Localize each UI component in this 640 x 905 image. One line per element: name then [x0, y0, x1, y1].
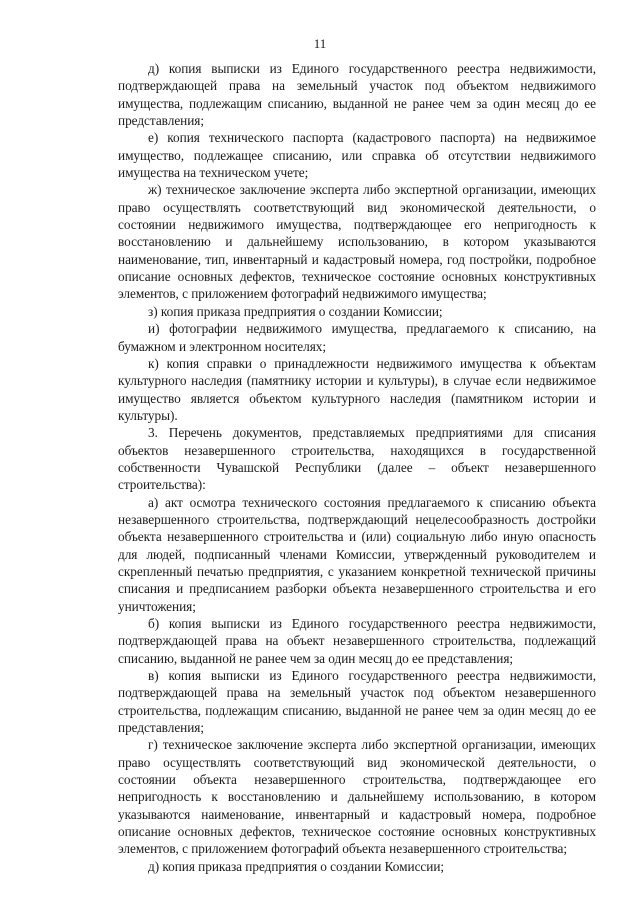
paragraph-item-zh-expert-conclusion: ж) техническое заключение эксперта либо экспертной организации, имеющих право осуществлять соответствующий вид экономической деятельности, о состоянии недвижимого имущества, подтверждающее его непригодность к восстановлению и дальнейшему использованию, в котором указываются наименование, тип, инвентарный и кадастровый номера, год постройки, подробное описание основных дефектов, техническое состояние основных конструктивных элементов, с приложением фотографий недвижимого имущества;: [118, 182, 596, 302]
page-number: 11: [313, 36, 327, 51]
paragraph-item-g-expert-conclusion: г) техническое заключение эксперта либо экспертной организации, имеющих право осуществлять соответствующий вид экономической деятельности, о состоянии объекта незавершенного строительства, подтверждающее его непригодность к восстановлению и дальнейшему использованию, в котором указываются наименование, инвентарный и кадастровый номера, подробное описание основных дефектов, техническое состояние основных конструктивных элементов, с приложением фотографий объекта незавершенного строительства;: [118, 737, 596, 857]
paragraph-item-a-inspection-act: а) акт осмотра технического состояния предлагаемого к списанию объекта незавершенного строительства, подтверждающий нецелесообразность достройки объекта незавершенного строительства и (или) социальную либо иную опасность для людей, подписанный членами Комиссии, утвержденный руководителем и скрепленный печатью предприятия, с указанием конкретной технической причины списания и предписанием разборки объекта незавершенного строительства и его уничтожения;: [118, 494, 596, 614]
paragraph-item-z-commission-order: з) копия приказа предприятия о создании Комиссии;: [148, 303, 443, 319]
paragraph-item-v-egrn-land: в) копия выписки из Единого государственного реестра недвижимости, подтверждающей права на земельный участок под объектом незавершенного строительства, подлежащим списанию, выданной не ранее чем за один месяц до ее представления;: [118, 668, 596, 736]
paragraph-item-b-egrn-object: б) копия выписки из Единого государственного реестра недвижимости, подтверждающей права на объект незавершенного строительства, подлежащий списанию, выданной не ранее чем за один месяц до ее представления;: [118, 616, 596, 666]
paragraph-section-3-heading: 3. Перечень документов, представляемых предприятиями для списания объектов незавершенного строительства, находящихся в государственной собственности Чувашской Республики (далее – объект незавершенного строительства):: [118, 425, 596, 493]
paragraph-item-i-photos: и) фотографии недвижимого имущества, предлагаемого к списанию, на бумажном и электронном носителях;: [118, 321, 596, 354]
paragraph-item-e-tech-passport: е) копия технического паспорта (кадастрового паспорта) на недвижимое имущество, подлежащее списанию, или справка об отсутствии недвижимого имущества на техническом учете;: [118, 130, 596, 181]
paragraph-item-d-egrn-land: д) копия выписки из Единого государственного реестра недвижимости, подтверждающей права на земельный участок под объектом недвижимого имущества, подлежащим списанию, выданной не ранее чем за один месяц до ее представления;: [118, 61, 596, 129]
paragraph-item-k-cultural-heritage: к) копия справки о принадлежности недвижимого имущества к объектам культурного наследия (памятнику истории и культуры), в случае если недвижимое имущество является объектом культурного наследия (памятником истории и культуры).: [118, 355, 596, 423]
paragraph-item-d-commission-order: д) копия приказа предприятия о создании Комиссии;: [148, 858, 445, 874]
document-body: [118, 60, 596, 875]
